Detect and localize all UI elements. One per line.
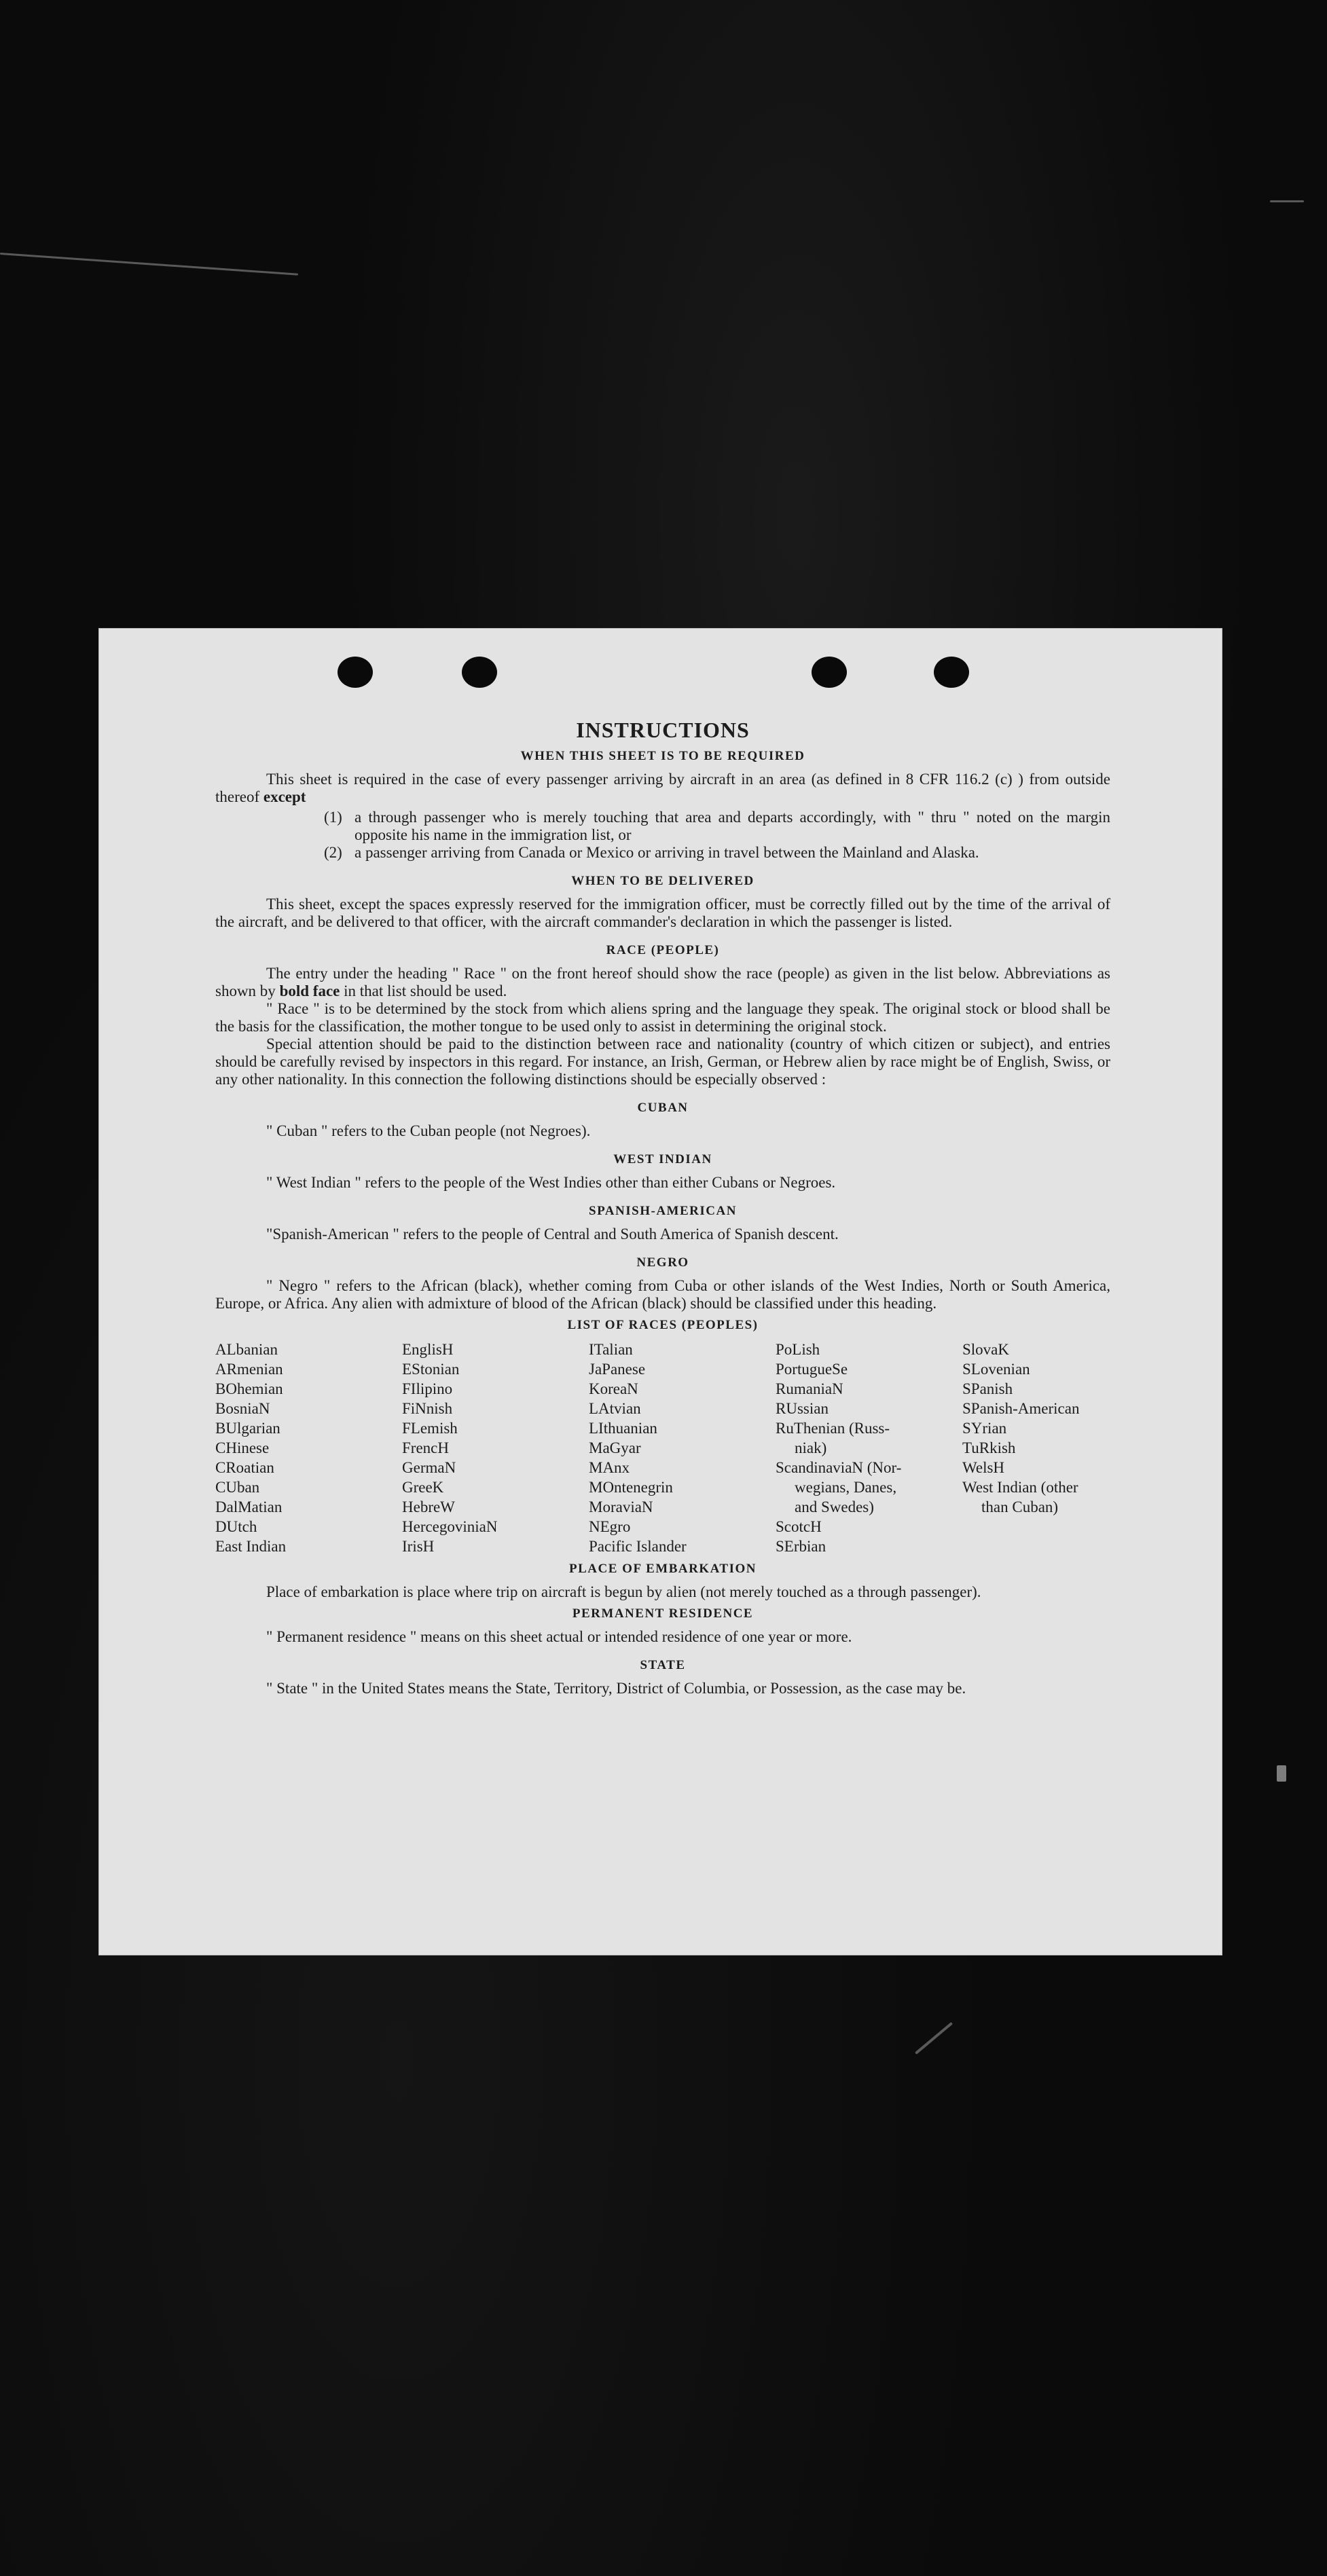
list-item: (1) a through passenger who is merely touching that area and departs accordingly, with " thru " noted on the margin opposite his name in the immigration list, or <box>324 809 1110 843</box>
race-item: SYrian <box>962 1420 1007 1437</box>
race-item: GreeK <box>402 1479 444 1496</box>
section-heading-embarkation: PLACE OF EMBARKATION <box>569 1562 757 1576</box>
section-heading-negro: NEGRO <box>636 1255 689 1270</box>
race-item: EStonian <box>402 1361 460 1378</box>
race-item: FiNnish <box>402 1400 453 1417</box>
embarkation-text: Place of embarkation is place where trip on aircraft is begun by alien (not merely touched as a through passenger). <box>266 1583 981 1600</box>
race-item: than Cuban) <box>981 1498 1059 1515</box>
races-column <box>402 1340 589 1556</box>
race-item: HercegoviniaN <box>402 1518 498 1535</box>
race-item: SLovenian <box>962 1361 1030 1378</box>
race-item: MOntenegrin <box>589 1479 673 1496</box>
race-item: RuThenian (Russ- <box>776 1420 890 1437</box>
punch-hole <box>462 657 497 688</box>
scan-scratch <box>1270 200 1304 202</box>
race-item: FrencH <box>402 1439 449 1456</box>
race-item: DUtch <box>215 1518 257 1535</box>
section-heading-spanish-american: SPANISH-AMERICAN <box>589 1204 737 1218</box>
races-column <box>962 1340 1119 1556</box>
race-item: LAtvian <box>589 1400 641 1417</box>
races-column <box>215 1340 402 1556</box>
race-item: JaPanese <box>589 1361 646 1378</box>
race-item: CHinese <box>215 1439 270 1456</box>
race-item: TuRkish <box>962 1439 1016 1456</box>
punch-hole <box>338 657 373 688</box>
list-item: (2) a passenger arriving from Canada or Mexico or arriving in travel between the Mainland and Alaska. <box>324 844 979 861</box>
spanish-american-text: "Spanish-American " refers to the people of Central and South America of Spanish descent. <box>266 1226 839 1243</box>
race-item: ARmenian <box>215 1361 283 1378</box>
race-item: CRoatian <box>215 1459 274 1476</box>
page-title: INSTRUCTIONS <box>576 718 750 742</box>
race-item: IrisH <box>402 1538 435 1555</box>
race-item: PortugueSe <box>776 1361 848 1378</box>
section-heading-west-indian: WEST INDIAN <box>613 1152 712 1166</box>
races-list <box>215 1340 1110 1556</box>
race-item: LIthuanian <box>589 1420 657 1437</box>
section-heading-when-delivered: WHEN TO BE DELIVERED <box>571 874 755 888</box>
race-paragraph-1: The entry under the heading " Race " on the front hereof should show the race (people) as given in the list below. Abbreviations as shown by bold face in that list should be used. <box>215 965 1110 999</box>
punch-hole <box>934 657 969 688</box>
races-column <box>589 1340 776 1556</box>
race-item: ScotcH <box>776 1518 822 1535</box>
race-item: ALbanian <box>215 1341 278 1358</box>
residence-text: " Permanent residence " means on this sheet actual or intended residence of one year or more. <box>266 1628 852 1645</box>
race-item: EnglisH <box>402 1341 454 1358</box>
section-heading-state: STATE <box>640 1658 686 1672</box>
sheet-content <box>215 716 1110 1697</box>
race-item: SlovaK <box>962 1341 1009 1358</box>
race-item: MaGyar <box>589 1439 641 1456</box>
state-text: " State " in the United States means the State, Territory, District of Columbia, or Possession, as the case may be. <box>266 1680 966 1697</box>
race-item: GermaN <box>402 1459 456 1476</box>
race-item: East Indian <box>215 1538 287 1555</box>
races-column <box>776 1340 962 1556</box>
exception-list <box>324 809 1110 862</box>
race-item: niak) <box>795 1439 827 1456</box>
race-item: wegians, Danes, <box>795 1479 897 1496</box>
section-heading-residence: PERMANENT RESIDENCE <box>572 1606 754 1621</box>
section-heading-races-list: LIST OF RACES (PEOPLES) <box>567 1318 759 1332</box>
race-item: HebreW <box>402 1498 455 1515</box>
when-required-intro: This sheet is required in the case of every passenger arriving by aircraft in an area (as defined in 8 CFR 116.2 (c) ) from outside thereof except <box>215 771 1110 805</box>
race-item: MoraviaN <box>589 1498 653 1515</box>
race-paragraph-3: Special attention should be paid to the distinction between race and nationality (country of which citizen or subject), and entries should be carefully revised by inspectors in this regard. For instance, an Irish, German, or Hebrew alien by race might be of English, Swiss, or any other nationality. In this connection the following distinctions should be especially observed : <box>215 1035 1110 1088</box>
cuban-text: " Cuban " refers to the Cuban people (not Negroes). <box>266 1122 591 1139</box>
scan-scratch <box>1277 1765 1286 1782</box>
section-heading-when-required: WHEN THIS SHEET IS TO BE REQUIRED <box>520 749 805 763</box>
west-indian-text: " West Indian " refers to the people of the West Indies other than either Cubans or Negroes. <box>266 1174 836 1191</box>
race-item: WelsH <box>962 1459 1005 1476</box>
race-item: FLemish <box>402 1420 458 1437</box>
race-item: DalMatian <box>215 1498 283 1515</box>
race-item: BOhemian <box>215 1380 283 1397</box>
race-item: ITalian <box>589 1341 633 1358</box>
race-item: PoLish <box>776 1341 820 1358</box>
race-item: SPanish <box>962 1380 1013 1397</box>
negro-text: " Negro " refers to the African (black), whether coming from Cuba or other islands of the West Indies, North or South America, Europe, or Africa. Any alien with admixture of blood of the African (black) should be classified under this heading. <box>215 1277 1110 1312</box>
race-item: FIlipino <box>402 1380 453 1397</box>
section-heading-cuban: CUBAN <box>637 1101 689 1115</box>
instruction-sheet <box>98 628 1222 1955</box>
race-item: RumaniaN <box>776 1380 843 1397</box>
race-item: and Swedes) <box>795 1498 874 1515</box>
race-item: NEgro <box>589 1518 631 1535</box>
punch-hole <box>812 657 847 688</box>
race-paragraph-2: " Race " is to be determined by the stock from which aliens spring and the language they speak. The original stock or blood shall be the basis for the classification, the mother tongue to be used only to assist in determining the original stock. <box>215 1000 1110 1035</box>
race-item: West Indian (other <box>962 1479 1078 1496</box>
except-bold: except <box>263 788 306 805</box>
race-item: BosniaN <box>215 1400 270 1417</box>
race-item: MAnx <box>589 1459 630 1476</box>
race-item: SErbian <box>776 1538 826 1555</box>
when-delivered-text: This sheet, except the spaces expressly reserved for the immigration officer, must be correctly filled out by the time of the arrival of the aircraft, and be delivered to that officer, with the aircraft commander's declaration in which the passenger is listed. <box>215 896 1110 930</box>
race-item: SPanish-American <box>962 1400 1080 1417</box>
race-item: RUssian <box>776 1400 829 1417</box>
race-item: KoreaN <box>589 1380 638 1397</box>
race-item: ScandinaviaN (Nor- <box>776 1459 902 1476</box>
race-item: CUban <box>215 1479 260 1496</box>
race-item: BUlgarian <box>215 1420 280 1437</box>
section-heading-race: RACE (PEOPLE) <box>606 943 720 957</box>
race-item: Pacific Islander <box>589 1538 687 1555</box>
